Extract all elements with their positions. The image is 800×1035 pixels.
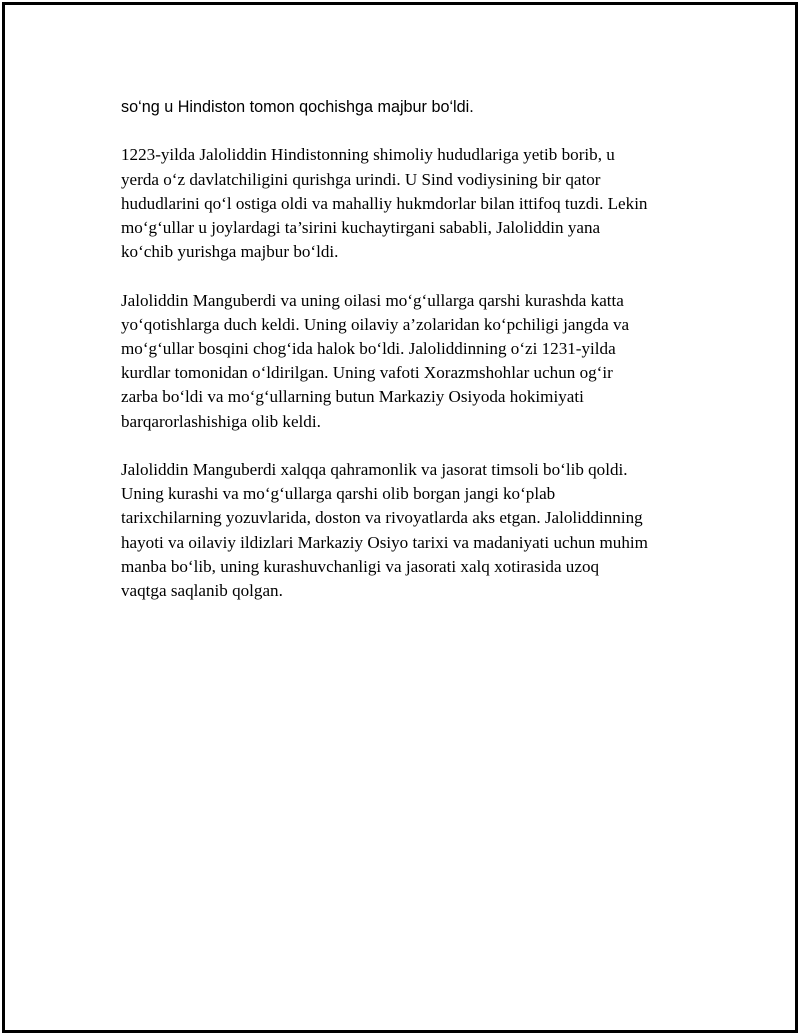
document-body	[121, 95, 701, 627]
paragraph-1: so‘ng u Hindiston tomon qochishga majbur bo‘ldi.	[121, 98, 474, 116]
paragraph-3: Jaloliddin Manguberdi va uning oilasi mo‘g‘ullarga qarshi kurashda katta yo‘qotishlarga duch keldi. Uning oilaviy a’zolaridan ko‘pchiligi jangda va mo‘g‘ullar bosqini chog‘ida halok bo‘ldi. Jaloliddinning o‘zi 1231-yilda kurdlar tomonidan o‘ldirilgan. Uning vafoti Xorazmshohlar uchun og‘ir zarba bo‘ldi va mo‘g‘ullarning butun Markaziy Osiyoda hokimiyati barqarorlashishiga olib keldi.	[121, 290, 630, 431]
paragraph-2: 1223-yilda Jaloliddin Hindistonning shimoliy hududlariga yetib borib, u yerda o‘z davlatchiligini qurishga urindi. U Sind vodiysining bir qator hududlarini qo‘l ostiga oldi va mahalliy hukmdorlar bilan ittifoq tuzdi. Lekin mo‘g‘ullar u joylardagi ta’sirini kuchaytirgani sababli, Jaloliddin yana ko‘chib yurishga majbur bo‘ldi.	[121, 145, 648, 262]
page-frame	[2, 2, 798, 1033]
paragraph-4: Jaloliddin Manguberdi xalqqa qahramonlik va jasorat timsoli bo‘lib qoldi. Uning kurashi va mo‘g‘ullarga qarshi olib borgan jangi ko‘plab tarixchilarning yozuvlarida, doston va rivoyatlarda aks etgan. Jaloliddinning hayoti va oilaviy ildizlari Markaziy Osiyo tarixi va madaniyati uchun muhim manba bo‘lib, uning kurashuvchanligi va jasorati xalq xotirasida uzoq vaqtga saqlanib qolgan.	[121, 460, 648, 601]
